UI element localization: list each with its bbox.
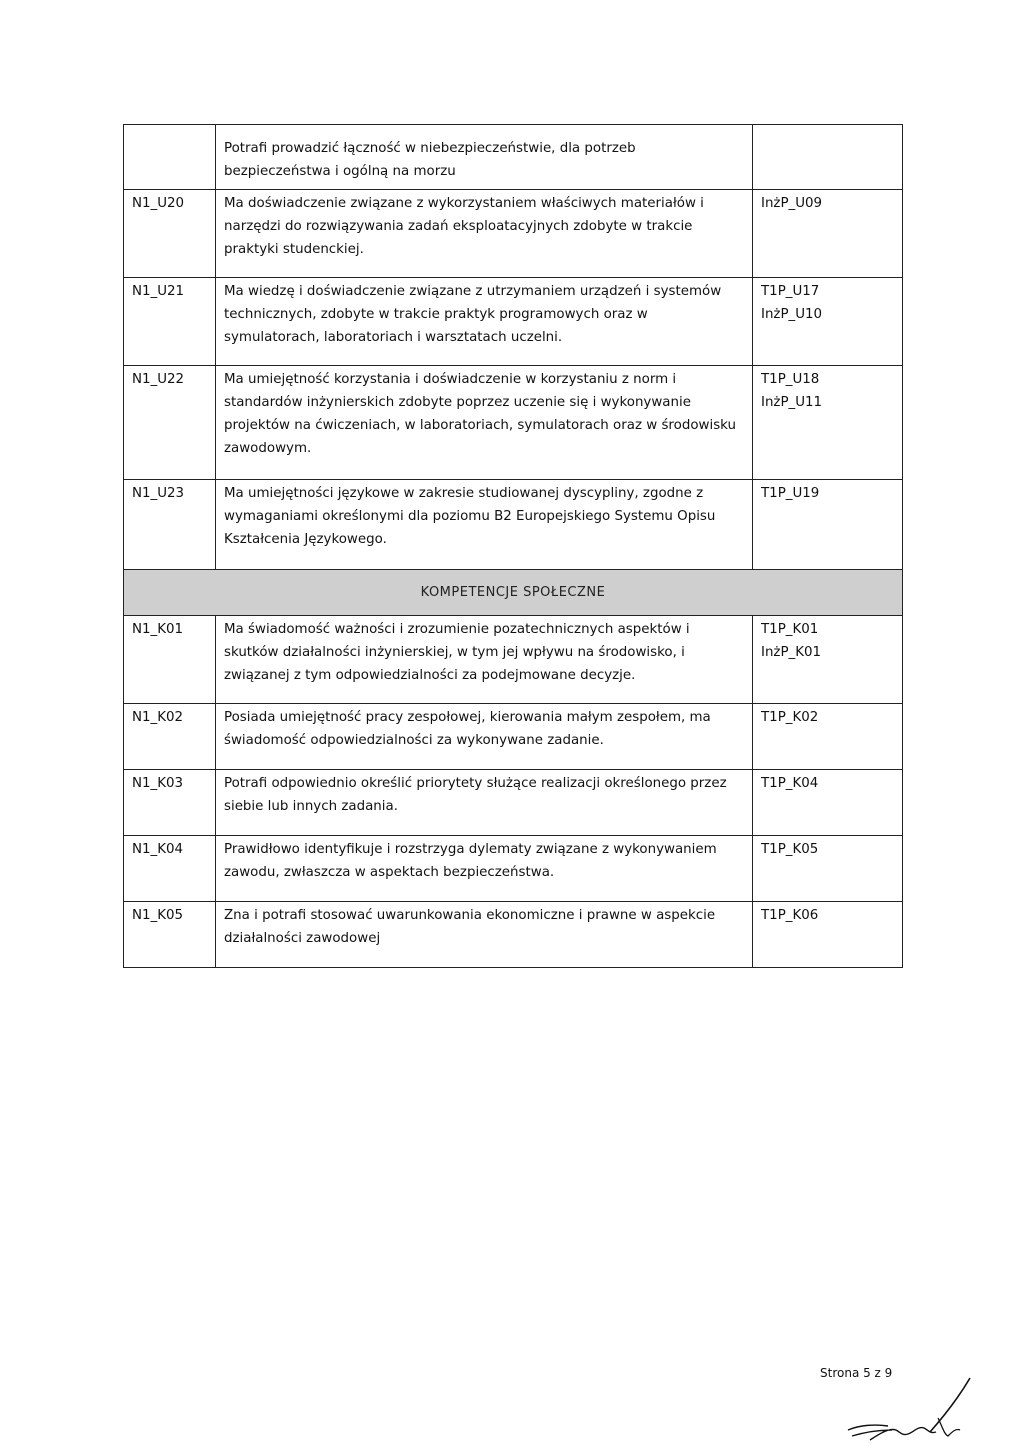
reference-code: InżP_U09 (761, 196, 823, 211)
outcome-description: Ma umiejętności językowe w zakresie studiowanej dyscypliny, zgodne z wymaganiami określonymi dla poziomu B2 Europejskiego Systemu Opisu Kształcenia Językowego. (216, 480, 753, 570)
table-row (124, 902, 903, 968)
outcome-description: Prawidłowo identyfikuje i rozstrzyga dylematy związane z wykonywaniem zawodu, zwłaszcza w aspektach bezpieczeństwa. (216, 836, 753, 902)
outcome-references (753, 704, 903, 770)
table-row (124, 278, 903, 366)
reference-code: T1P_U18 (761, 372, 820, 387)
outcome-references (753, 480, 903, 570)
page-number: Strona 5 z 9 (820, 1366, 893, 1380)
reference-code: T1P_K01 (761, 622, 819, 637)
section-header-row (124, 570, 903, 616)
outcome-code: N1_U21 (124, 278, 216, 366)
reference-code: T1P_K06 (761, 908, 819, 923)
table-row (124, 616, 903, 704)
outcome-description: Potrafi odpowiednio określić priorytety służące realizacji określonego przez siebie lub innych zadania. (216, 770, 753, 836)
table-row (124, 480, 903, 570)
outcome-code: N1_U20 (124, 190, 216, 278)
table-row (124, 366, 903, 480)
learning-outcomes-table (123, 124, 903, 968)
outcome-references (753, 902, 903, 968)
outcome-description: Potrafi prowadzić łączność w niebezpieczeństwie, dla potrzeb bezpieczeństwa i ogólną na morzu (216, 125, 753, 190)
outcome-description: Posiada umiejętność pracy zespołowej, kierowania małym zespołem, ma świadomość odpowiedzialności za wykonywane zadanie. (216, 704, 753, 770)
reference-code: T1P_K04 (761, 776, 819, 791)
table-row (124, 190, 903, 278)
outcome-code: N1_K04 (124, 836, 216, 902)
outcome-code: N1_K05 (124, 902, 216, 968)
outcome-code: N1_U23 (124, 480, 216, 570)
reference-code: T1P_U19 (761, 486, 820, 501)
outcome-references (753, 836, 903, 902)
handwritten-signature (830, 1370, 980, 1450)
outcome-code (124, 125, 216, 190)
reference-code: InżP_K01 (761, 645, 822, 660)
outcome-description: Ma świadomość ważności i zrozumienie pozatechnicznych aspektów i skutków działalności inżynierskiej, w tym jej wpływu na środowisko, i związanej z tym odpowiedzialności za podejmowane decyzje. (216, 616, 753, 704)
outcome-references (753, 125, 903, 190)
outcome-references (753, 366, 903, 480)
outcome-references (753, 278, 903, 366)
outcome-code: N1_K03 (124, 770, 216, 836)
reference-code: T1P_U17 (761, 284, 820, 299)
outcome-references (753, 770, 903, 836)
reference-code: T1P_K05 (761, 842, 819, 857)
table-row (124, 704, 903, 770)
table-row (124, 125, 903, 190)
outcome-description: Ma umiejętność korzystania i doświadczenie w korzystaniu z norm i standardów inżynierskich zdobyte poprzez uczenie się i wykonywanie projektów na ćwiczeniach, w laboratoriach, symulatorach oraz w środowisku zawodowym. (216, 366, 753, 480)
outcome-description: Ma doświadczenie związane z wykorzystaniem właściwych materiałów i narzędzi do rozwiązywania zadań eksploatacyjnych zdobyte w trakcie praktyki studenckiej. (216, 190, 753, 278)
outcome-code: N1_U22 (124, 366, 216, 480)
outcome-references (753, 190, 903, 278)
table-row (124, 836, 903, 902)
outcome-code: N1_K01 (124, 616, 216, 704)
outcome-description: Ma wiedzę i doświadczenie związane z utrzymaniem urządzeń i systemów technicznych, zdobyte w trakcie praktyk programowych oraz w symulatorach, laboratoriach i warsztatach uczelni. (216, 278, 753, 366)
outcome-code: N1_K02 (124, 704, 216, 770)
reference-code: InżP_U10 (761, 307, 823, 322)
outcome-references (753, 616, 903, 704)
outcome-description: Zna i potrafi stosować uwarunkowania ekonomiczne i prawne w aspekcie działalności zawodowej (216, 902, 753, 968)
table-row (124, 770, 903, 836)
section-header: KOMPETENCJE SPOŁECZNE (124, 570, 903, 616)
reference-code: T1P_K02 (761, 710, 819, 725)
reference-code: InżP_U11 (761, 395, 823, 410)
